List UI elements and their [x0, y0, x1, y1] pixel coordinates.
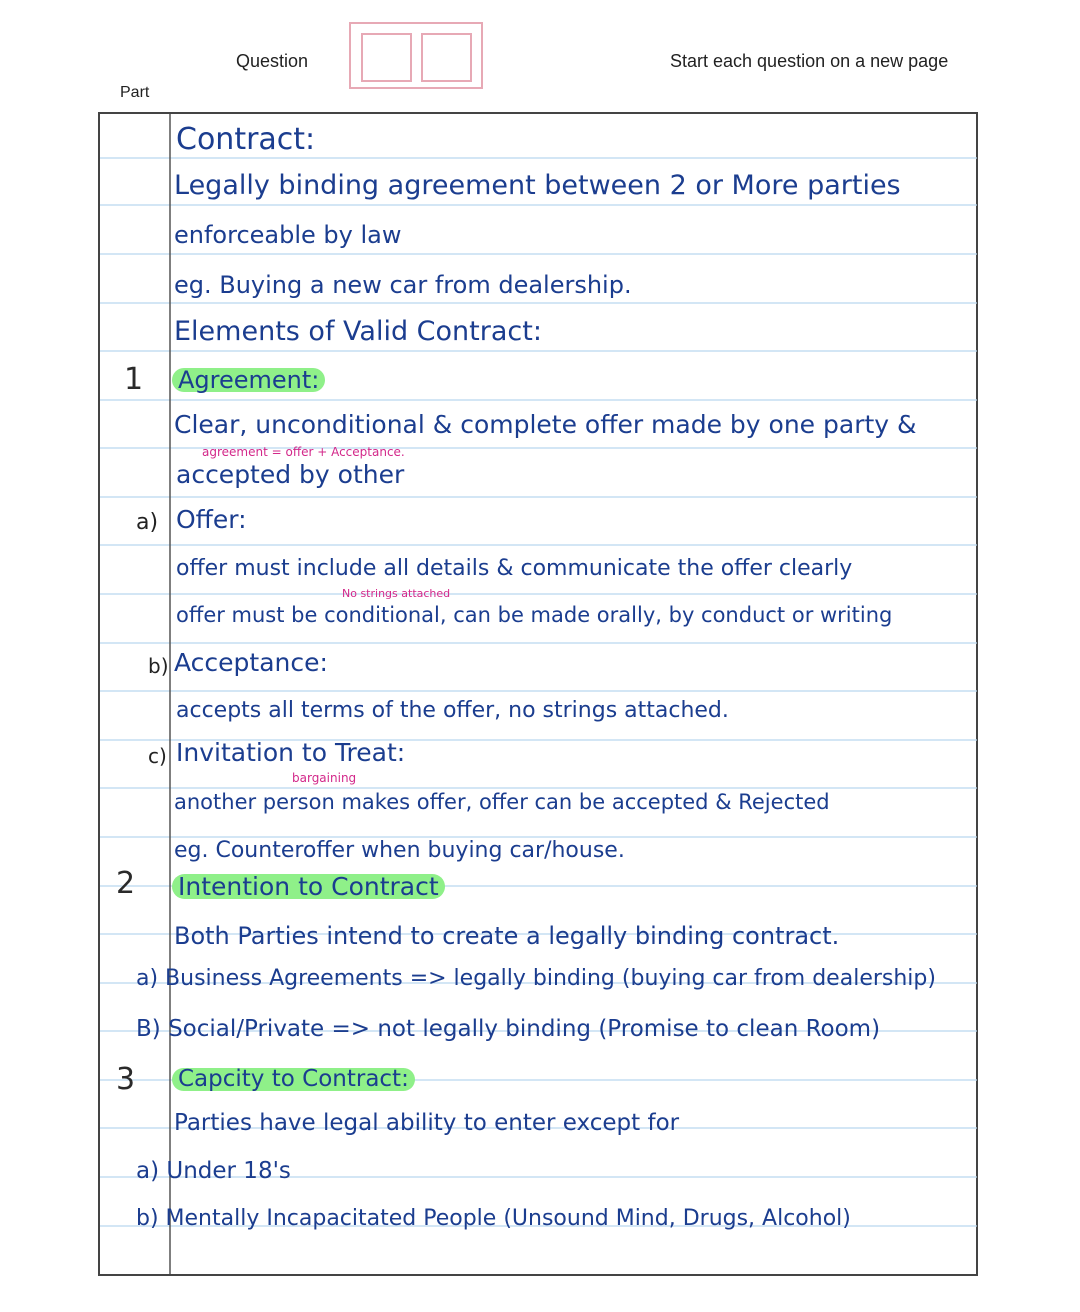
example-line-1: eg. Buying a new car from dealership.: [174, 271, 632, 299]
offer-text-2: offer must be conditional, can be made orally, by conduct or writing: [176, 603, 893, 627]
invitation-marker: c): [148, 744, 167, 768]
invitation-text-2: eg. Counteroffer when buying car/house.: [174, 838, 625, 863]
invitation-note: bargaining: [292, 771, 357, 785]
section-1-number: 1: [124, 362, 144, 397]
section-2-number: 2: [116, 866, 136, 901]
intention-item-a: a) Business Agreements => legally binding (buying car from dealership): [136, 966, 936, 991]
invitation-heading: Invitation to Treat:: [176, 738, 406, 767]
section-2-heading: Intention to Contract: [172, 874, 445, 899]
capacity-item-b: b) Mentally Incapacitated People (Unsound Mind, Drugs, Alcohol): [136, 1206, 851, 1231]
elements-heading: Elements of Valid Contract:: [174, 316, 542, 347]
acceptance-text: accepts all terms of the offer, no strings attached.: [176, 698, 729, 723]
agreement-note: agreement = offer + Acceptance.: [202, 445, 405, 459]
section-3-heading: Capcity to Contract:: [172, 1068, 415, 1091]
offer-heading: Offer:: [176, 505, 247, 534]
notes-title: Contract:: [176, 122, 316, 157]
section-1-heading: Agreement:: [172, 368, 325, 392]
intention-item-b: B) Social/Private => not legally binding (Promise to clean Room): [136, 1016, 881, 1042]
definition-line-1: Legally binding agreement between 2 or More parties: [174, 170, 901, 201]
agreement-text-1: Clear, unconditional & complete offer made by one party &: [174, 410, 917, 439]
agreement-text-2: accepted by other: [176, 460, 405, 489]
offer-text-1: offer must include all details & communicate the offer clearly: [176, 556, 853, 581]
header-instruction: Start each question on a new page: [670, 51, 949, 71]
intention-text: Both Parties intend to create a legally binding contract.: [174, 922, 840, 950]
acceptance-marker: b): [148, 654, 169, 678]
capacity-item-a: a) Under 18's: [136, 1158, 291, 1184]
part-label: Part: [120, 84, 150, 101]
question-label: Question: [236, 51, 309, 71]
offer-marker: a): [136, 510, 159, 535]
invitation-text-1: another person makes offer, offer can be accepted & Rejected: [174, 790, 830, 814]
acceptance-heading: Acceptance:: [174, 648, 328, 677]
offer-note: No strings attached: [342, 587, 451, 600]
definition-line-2: enforceable by law: [174, 221, 402, 249]
capacity-text: Parties have legal ability to enter except for: [174, 1110, 680, 1136]
section-3-number: 3: [116, 1062, 136, 1097]
